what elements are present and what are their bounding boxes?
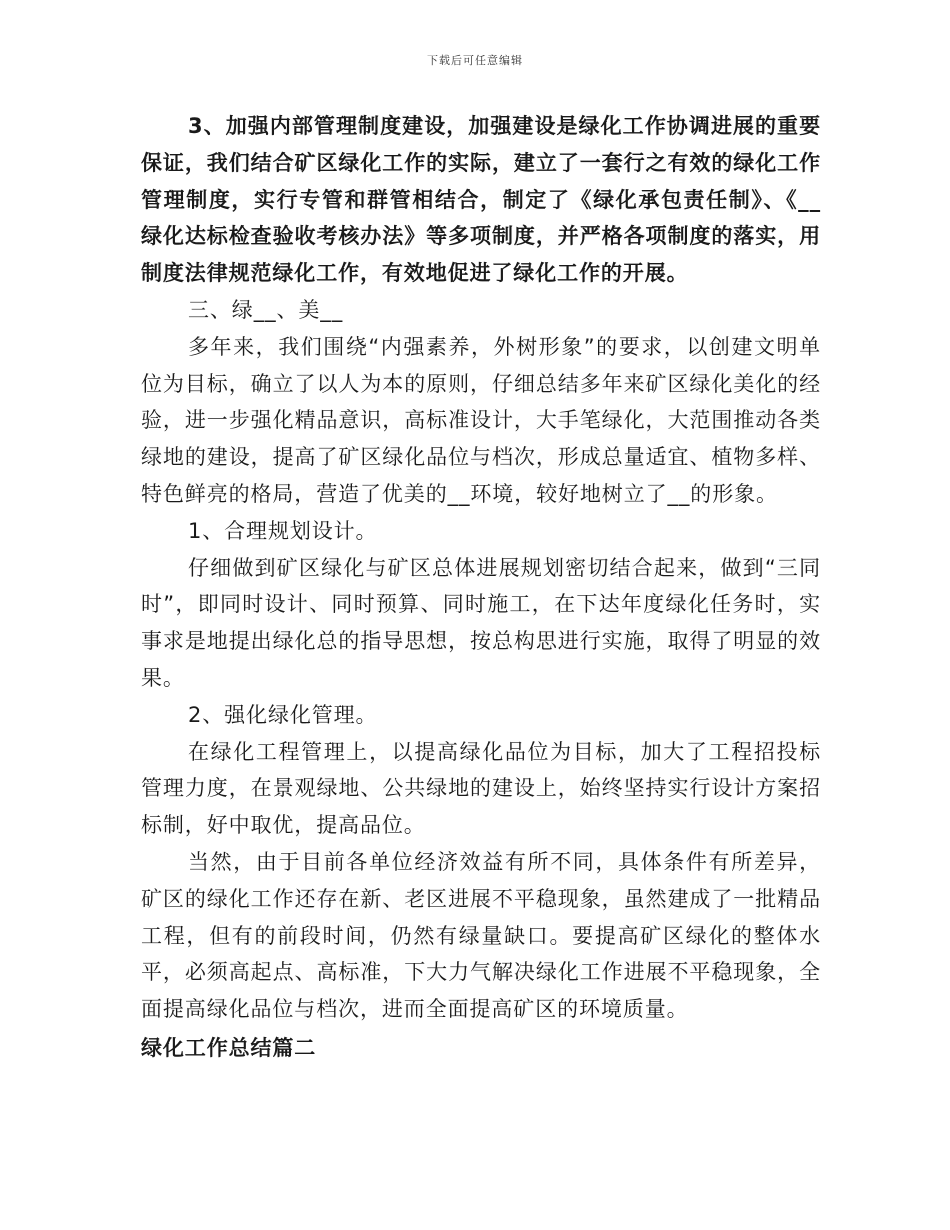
paragraph-planning-design: 仔细做到矿区绿化与矿区总体进展规划密切结合起来，做到“三同时”，即同时设计、同时预算、同时施工，在下达年度绿化任务时，实事求是地提出绿化总的指导思想，按总构思进行实施，取得了明显的效果。	[141, 555, 821, 690]
paragraph-management-system: 3、加强内部管理制度建设，加强建设是绿化工作协调进展的重要保证，我们结合矿区绿化工作的实际，建立了一套行之有效的绿化工作管理制度，实行专管和群管相结合，制定了《绿化承包责任制》、《__绿化达标检查验收考核办法》等多项制度，并严格各项制度的落实，用制度法律规范绿化工作，有效地促进了绿化工作的开展。	[141, 114, 821, 286]
paragraph-conclusion: 当然，由于目前各单位经济效益有所不同，具体条件有所差异，矿区的绿化工作还存在新、老区进展不平稳现象，虽然建成了一批精品工程，但有的前段时间，仍然有绿量缺口。要提高矿区绿化的整体水平，必须高起点、高标准，下大力气解决绿化工作进展不平稳现象，全面提高绿化品位与档次，进而全面提高矿区的环境质量。	[141, 849, 821, 1022]
page-header-note: 下载后可任意编辑	[427, 54, 523, 67]
heading-planning-design: 1、合理规划设计。	[188, 518, 378, 543]
heading-greening-management: 2、强化绿化管理。	[188, 702, 378, 727]
heading-section-three: 三、绿__、美__	[188, 297, 344, 322]
section-title: 绿化工作总结篇二	[141, 1035, 317, 1060]
document-body	[141, 108, 821, 1067]
paragraph-overview: 多年来，我们围绕“内强素养，外树形象”的要求，以创建文明单位为目标，确立了以人为本的原则，仔细总结多年来矿区绿化美化的经验，进一步强化精品意识，高标准设计，大手笔绿化，大范围推动各类绿地的建设，提高了矿区绿化品位与档次，形成总量适宜、植物多样、特色鲜亮的格局，营造了优美的__环境，较好地树立了__的形象。	[141, 334, 821, 506]
paragraph-greening-management: 在绿化工程管理上，以提高绿化品位为目标，加大了工程招投标管理力度，在景观绿地、公共绿地的建设上，始终坚持实行设计方案招标制，好中取优，提高品位。	[141, 739, 821, 838]
